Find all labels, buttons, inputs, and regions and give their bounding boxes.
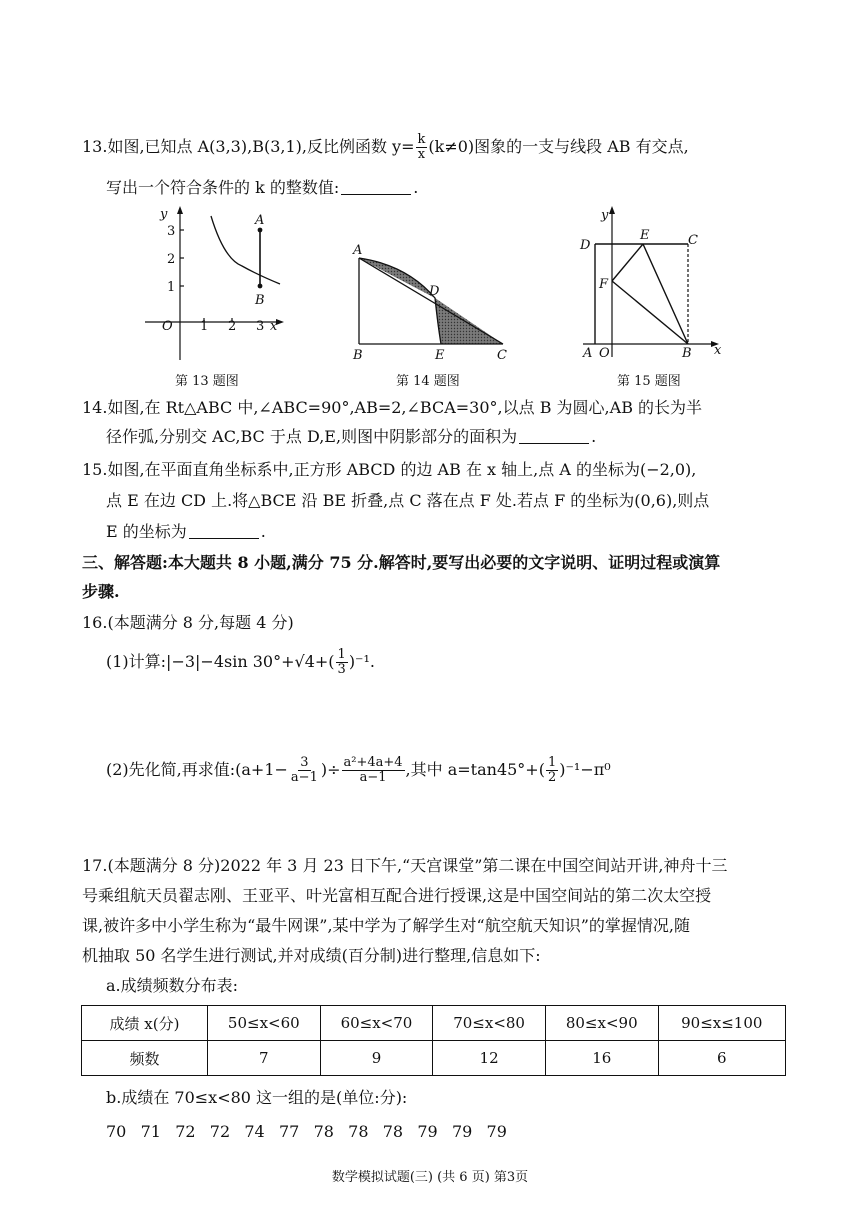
svg-text:y: y bbox=[160, 207, 168, 222]
svg-text:C: C bbox=[688, 233, 698, 248]
table-cell: 6 bbox=[658, 1041, 785, 1076]
page-footer: 数学模拟试题(三) (共 6 页) 第3页 bbox=[331, 1170, 529, 1185]
shaded-region-lower bbox=[435, 298, 503, 344]
q15-line2: 点 E 在边 CD 上.将△BCE 沿 BE 折叠,点 C 落在点 F 处.若点 F 的坐标为(0,6),则点 bbox=[106, 491, 710, 510]
score-value: 72 bbox=[175, 1122, 196, 1141]
q17-line1: 17.(本题满分 8 分)2022 年 3 月 23 日下午,“天宫课堂”第二课在中国空间站开讲,神舟十三 bbox=[82, 856, 728, 875]
svg-text:E: E bbox=[435, 348, 445, 363]
q16-title: 16.(本题满分 8 分,每题 4 分) bbox=[82, 613, 294, 632]
frequency-table bbox=[81, 1005, 786, 1076]
svg-text:B: B bbox=[682, 346, 692, 361]
q13-line2: 写出一个符合条件的 k 的整数值: . bbox=[106, 178, 419, 197]
table-cell: 7 bbox=[208, 1041, 321, 1076]
svg-text:y: y bbox=[601, 208, 609, 223]
shaded-region-upper bbox=[359, 258, 435, 298]
score-value: 74 bbox=[244, 1122, 265, 1141]
side-ac bbox=[359, 258, 503, 344]
q13-line1: 13.如图,已知点 A(3,3),B(3,1),反比例函数 y= $\frac{k}{x}$ (k≠0)图象的一支与线段 AB 有交点, bbox=[82, 132, 689, 162]
section-3-heading: 三、解答题:本大题共 8 小题,满分 75 分.解答时,要写出必要的文字说明、证明过程或演算 bbox=[82, 553, 721, 572]
svg-text:3: 3 bbox=[256, 319, 265, 334]
q16-part2: (2)先化简,再求值:(a+1− $\frac{3}{a-1}$ )÷ $\frac{\text{a²+4a+4}}{a-1}$ ,其中 a=tan45°+( $\frac{1}{2}$ )⁻¹−π⁰ bbox=[106, 755, 611, 785]
point-a bbox=[258, 228, 263, 233]
svg-text:A: A bbox=[353, 243, 363, 258]
k-over-x-fraction: $\frac{k}{x}$ bbox=[417, 132, 426, 162]
caption-figure-13: 第 13 题图 bbox=[175, 374, 239, 389]
svg-text:1: 1 bbox=[200, 319, 209, 334]
q17-line2: 号乘组航天员翟志刚、王亚平、叶光富相互配合进行授课,这是中国空间站的第二次太空授 bbox=[82, 886, 712, 905]
svg-text:1: 1 bbox=[167, 280, 176, 295]
score-value: 72 bbox=[209, 1122, 231, 1141]
score-value: 79 bbox=[451, 1122, 473, 1141]
svg-text:B: B bbox=[255, 293, 265, 308]
svg-text:E: E bbox=[640, 228, 650, 243]
svg-text:2: 2 bbox=[228, 319, 237, 334]
answer-blank bbox=[341, 180, 411, 195]
svg-text:C: C bbox=[497, 348, 507, 363]
svg-text:O: O bbox=[162, 319, 173, 334]
q17-line4: 机抽取 50 名学生进行测试,并对成绩(百分制)进行整理,信息如下: bbox=[82, 946, 541, 965]
table-cell: 80≤x<90 bbox=[545, 1006, 658, 1041]
b-title: b.成绩在 70≤x<80 这一组的是(单位:分): bbox=[106, 1088, 408, 1107]
table-row bbox=[82, 1006, 786, 1041]
table-cell: 50≤x<60 bbox=[208, 1006, 321, 1041]
score-value: 78 bbox=[313, 1122, 334, 1141]
score-value: 78 bbox=[382, 1122, 404, 1141]
figure-14 bbox=[345, 240, 515, 365]
one-third-fraction: $\frac{1}{3}$ bbox=[337, 647, 346, 677]
table-header-frequency: 频数 bbox=[82, 1041, 208, 1076]
svg-text:A: A bbox=[583, 346, 593, 361]
score-value: 77 bbox=[278, 1122, 300, 1141]
q15-line1: 15.如图,在平面直角坐标系中,正方形 ABCD 的边 AB 在 x 轴上,点 A 的坐标为(−2,0), bbox=[82, 460, 697, 479]
svg-text:D: D bbox=[429, 284, 440, 299]
table-title: a.成绩频数分布表: bbox=[106, 976, 239, 995]
figure-13 bbox=[130, 202, 290, 367]
table-cell: 90≤x≤100 bbox=[658, 1006, 785, 1041]
fraction-quadratic-over-a-minus-1: $\frac{\text{a²+4a+4}}{a-1}$ bbox=[343, 755, 403, 785]
score-value: 79 bbox=[417, 1122, 438, 1141]
q16-part1: (1)计算:|−3|−4sin 30°+√4+( $\frac{1}{3}$ )⁻¹. bbox=[106, 647, 375, 677]
segment-fb bbox=[612, 281, 688, 344]
table-cell: 60≤x<70 bbox=[320, 1006, 433, 1041]
score-value: 70 bbox=[106, 1122, 127, 1141]
score-value: 79 bbox=[486, 1122, 507, 1141]
answer-blank bbox=[189, 524, 259, 539]
table-cell: 70≤x<80 bbox=[433, 1006, 546, 1041]
arc-ae bbox=[359, 258, 441, 344]
svg-text:B: B bbox=[353, 348, 363, 363]
answer-blank bbox=[519, 429, 589, 444]
q14-line1: 14.如图,在 Rt△ABC 中,∠ABC=90°,AB=2,∠BCA=30°,以点 B 为圆心,AB 的长为半 bbox=[82, 398, 703, 417]
hyperbola-curve bbox=[211, 216, 280, 284]
section-3-heading-cont: 步骤. bbox=[82, 582, 120, 601]
figure-15 bbox=[575, 202, 725, 367]
q14-line2: 径作弧,分别交 AC,BC 于点 D,E,则图中阴影部分的面积为 . bbox=[106, 427, 597, 446]
svg-text:O: O bbox=[599, 346, 610, 361]
q17-line3: 课,被许多中小学生称为“最牛网课”,某中学为了解学生对“航空航天知识”的掌握情况,随 bbox=[82, 916, 690, 935]
svg-text:D: D bbox=[580, 238, 591, 253]
one-half-fraction: $\frac{1}{2}$ bbox=[547, 755, 557, 785]
fraction-3-over-a-minus-1: $\frac{3}{a-1}$ bbox=[290, 755, 318, 785]
q15-line3: E 的坐标为 . bbox=[106, 522, 266, 541]
svg-text:2: 2 bbox=[167, 252, 176, 267]
table-header-score: 成绩 x(分) bbox=[82, 1006, 208, 1041]
table-row bbox=[82, 1041, 786, 1076]
table-cell: 12 bbox=[433, 1041, 546, 1076]
score-value: 78 bbox=[348, 1122, 369, 1141]
svg-text:x: x bbox=[714, 343, 722, 358]
table-cell: 16 bbox=[545, 1041, 658, 1076]
caption-figure-15: 第 15 题图 bbox=[617, 374, 681, 389]
table-cell: 9 bbox=[320, 1041, 433, 1076]
segment-be bbox=[643, 244, 688, 344]
point-b bbox=[258, 284, 263, 289]
segment-ef bbox=[612, 244, 643, 281]
svg-text:F: F bbox=[599, 277, 609, 292]
score-list bbox=[106, 1122, 521, 1142]
caption-figure-14: 第 14 题图 bbox=[396, 374, 460, 389]
svg-text:A: A bbox=[255, 213, 265, 228]
score-value: 71 bbox=[140, 1122, 161, 1141]
svg-text:x: x bbox=[270, 319, 278, 334]
svg-text:3: 3 bbox=[167, 224, 176, 239]
